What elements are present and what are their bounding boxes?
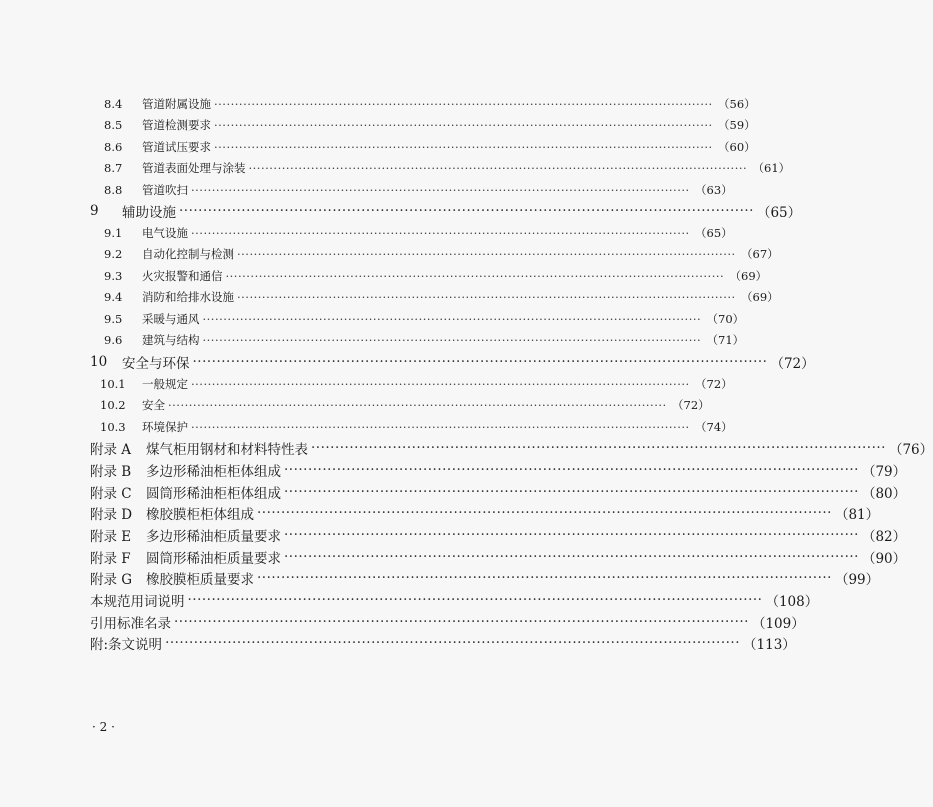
toc-entry-title: 橡胶膜柜质量要求 bbox=[146, 572, 254, 589]
dot-leader: ························································································································ bbox=[214, 118, 713, 133]
toc-entry-title: 自动化控制与检测 bbox=[142, 247, 234, 262]
dot-leader: ························································································································ bbox=[202, 311, 702, 326]
toc-entry-title: 本规范用词说明 bbox=[90, 594, 185, 611]
toc-entry-number: 附录 D bbox=[90, 507, 133, 524]
toc-entry-number: 10.1 bbox=[100, 376, 126, 391]
toc-entry-title: 火灾报警和通信 bbox=[142, 268, 223, 283]
toc-entry-title: 安全 bbox=[142, 398, 165, 413]
toc-entry-title: 电气设施 bbox=[142, 225, 188, 240]
toc-entry-number: 8.7 bbox=[104, 161, 123, 176]
toc-entry-title: 管道表面处理与涂装 bbox=[142, 161, 246, 176]
toc-entry[interactable] bbox=[0, 502, 880, 524]
toc-entry-title: 煤气柜用钢材和材料特性表 bbox=[146, 442, 308, 459]
dot-leader: ························································································································ bbox=[191, 225, 690, 240]
toc-entry-title: 一般规定 bbox=[142, 376, 188, 391]
toc-entry[interactable] bbox=[0, 201, 802, 223]
toc-entry-number: 附录 G bbox=[90, 572, 133, 589]
dot-leader: ························································································································ bbox=[237, 290, 736, 305]
toc-entry-title: 管道试压要求 bbox=[142, 139, 211, 154]
toc-entry-title: 管道附属设施 bbox=[142, 96, 211, 111]
toc-entry[interactable] bbox=[0, 93, 756, 115]
toc-entry-number: 9 bbox=[90, 203, 99, 220]
dot-leader: ························································································································ bbox=[192, 354, 768, 371]
toc-entry-number: 9.2 bbox=[104, 247, 123, 262]
dot-leader: ························································································································ bbox=[284, 526, 859, 543]
toc-entry-number: 附录 B bbox=[90, 463, 132, 480]
table-of-contents bbox=[0, 93, 933, 654]
toc-entry-number: 9.6 bbox=[104, 333, 123, 348]
toc-entry-title: 圆筒形稀油柜柜体组成 bbox=[146, 485, 281, 502]
toc-entry-title: 环境保护 bbox=[142, 419, 188, 434]
toc-entry-number: 9.3 bbox=[104, 268, 123, 283]
dot-leader: ························································································································ bbox=[237, 247, 736, 262]
toc-entry-title: 引用标准名录 bbox=[90, 615, 171, 632]
toc-entry-number: 9.5 bbox=[104, 311, 123, 326]
toc-entry-page: （61） bbox=[752, 161, 791, 176]
toc-entry[interactable] bbox=[0, 179, 733, 201]
page-number: · 2 · bbox=[92, 720, 115, 734]
toc-entry[interactable] bbox=[0, 373, 733, 395]
toc-entry-page: （109） bbox=[751, 615, 805, 632]
toc-entry-title: 多边形稀油柜质量要求 bbox=[146, 528, 281, 545]
dot-leader: ························································································································ bbox=[191, 182, 690, 197]
dot-leader: ························································································································ bbox=[311, 440, 886, 457]
toc-entry[interactable] bbox=[0, 308, 745, 330]
toc-entry-title: 管道检测要求 bbox=[142, 118, 211, 133]
toc-entry-number: 10.3 bbox=[100, 419, 126, 434]
toc-entry-number: 8.4 bbox=[104, 96, 123, 111]
toc-entry[interactable] bbox=[0, 524, 907, 546]
toc-entry[interactable] bbox=[0, 265, 768, 287]
dot-leader: ························································································································ bbox=[168, 398, 667, 413]
toc-entry-title: 多边形稀油柜柜体组成 bbox=[146, 463, 281, 480]
dot-leader: ························································································································ bbox=[214, 96, 713, 111]
toc-entry-title: 附:条文说明 bbox=[90, 637, 163, 654]
toc-entry-number: 10 bbox=[90, 354, 108, 371]
toc-entry-title: 消防和给排水设施 bbox=[142, 290, 234, 305]
toc-entry[interactable] bbox=[0, 351, 815, 373]
toc-entry-title: 管道吹扫 bbox=[142, 182, 188, 197]
toc-entry-number: 9.1 bbox=[104, 225, 123, 240]
toc-entry[interactable] bbox=[0, 459, 907, 481]
toc-entry-page: （74） bbox=[695, 419, 733, 434]
toc-entry-page: （72） bbox=[770, 356, 815, 373]
toc-entry-page: （69） bbox=[741, 290, 779, 305]
toc-entry-page: （69） bbox=[729, 268, 768, 283]
dot-leader: ························································································································ bbox=[284, 483, 859, 500]
toc-entry-title: 建筑与结构 bbox=[142, 333, 200, 348]
dot-leader: ························································································································ bbox=[284, 548, 859, 565]
toc-entry[interactable] bbox=[0, 287, 779, 309]
toc-entry-page: （80） bbox=[861, 485, 907, 502]
dot-leader: ························································································································ bbox=[202, 333, 702, 348]
toc-entry[interactable] bbox=[0, 568, 880, 590]
toc-entry-page: （72） bbox=[695, 376, 733, 391]
dot-leader: ························································································································ bbox=[257, 570, 832, 587]
toc-entry-title: 采暖与通风 bbox=[142, 311, 200, 326]
toc-entry-page: （99） bbox=[834, 572, 880, 589]
dot-leader: ························································································································ bbox=[248, 161, 748, 176]
toc-entry[interactable] bbox=[0, 546, 907, 568]
dot-leader: ························································································································ bbox=[214, 139, 713, 154]
dot-leader: ························································································································ bbox=[187, 592, 763, 609]
toc-entry[interactable] bbox=[0, 633, 796, 655]
dot-leader: ························································································································ bbox=[257, 505, 832, 522]
toc-entry[interactable] bbox=[0, 481, 907, 503]
toc-entry-page: （108） bbox=[765, 594, 819, 611]
toc-entry-number: 9.4 bbox=[104, 290, 123, 305]
toc-entry[interactable] bbox=[0, 437, 933, 459]
toc-entry-page: （90） bbox=[861, 550, 907, 567]
toc-entry-page: （79） bbox=[861, 463, 907, 480]
toc-entry-page: （81） bbox=[834, 507, 880, 524]
dot-leader: ························································································································ bbox=[179, 203, 754, 220]
toc-entry-number: 8.6 bbox=[104, 139, 123, 154]
toc-entry[interactable] bbox=[0, 244, 779, 266]
toc-entry[interactable] bbox=[0, 158, 791, 180]
toc-entry[interactable] bbox=[0, 222, 733, 244]
toc-entry[interactable] bbox=[0, 611, 805, 633]
toc-entry-number: 附录 F bbox=[90, 550, 131, 567]
dot-leader: ························································································································ bbox=[191, 376, 690, 391]
toc-entry-page: （60） bbox=[718, 139, 756, 154]
toc-entry-page: （65） bbox=[756, 205, 802, 222]
toc-entry-page: （76） bbox=[888, 442, 933, 459]
toc-entry-number: 8.5 bbox=[104, 118, 123, 133]
toc-entry-page: （70） bbox=[706, 311, 745, 326]
toc-entry-title: 安全与环保 bbox=[122, 356, 190, 373]
toc-entry-number: 10.2 bbox=[100, 398, 126, 413]
toc-entry[interactable] bbox=[0, 416, 733, 438]
toc-entry-page: （56） bbox=[718, 96, 756, 111]
dot-leader: ························································································································ bbox=[174, 613, 749, 630]
toc-entry-page: （82） bbox=[861, 528, 907, 545]
toc-entry-number: 附录 A bbox=[90, 442, 132, 459]
toc-entry-page: （72） bbox=[672, 398, 710, 413]
toc-entry[interactable] bbox=[0, 330, 745, 352]
toc-entry-page: （71） bbox=[706, 333, 745, 348]
toc-entry-page: （63） bbox=[695, 182, 733, 197]
toc-entry-page: （67） bbox=[741, 247, 779, 262]
toc-entry-page: （113） bbox=[743, 637, 796, 654]
toc-entry-title: 橡胶膜柜柜体组成 bbox=[146, 507, 254, 524]
toc-entry-number: 附录 E bbox=[90, 528, 132, 545]
toc-entry[interactable] bbox=[0, 589, 819, 611]
toc-entry[interactable] bbox=[0, 394, 710, 416]
toc-entry-number: 附录 C bbox=[90, 485, 132, 502]
toc-entry-number: 8.8 bbox=[104, 182, 123, 197]
dot-leader: ························································································································ bbox=[225, 268, 725, 283]
toc-entry[interactable] bbox=[0, 115, 756, 137]
toc-entry-title: 辅助设施 bbox=[122, 205, 176, 222]
dot-leader: ························································································································ bbox=[191, 419, 690, 434]
dot-leader: ························································································································ bbox=[165, 635, 741, 652]
toc-entry[interactable] bbox=[0, 136, 756, 158]
dot-leader: ························································································································ bbox=[284, 461, 859, 478]
toc-entry-title: 圆筒形稀油柜质量要求 bbox=[146, 550, 281, 567]
toc-entry-page: （65） bbox=[695, 225, 733, 240]
toc-entry-page: （59） bbox=[718, 118, 756, 133]
